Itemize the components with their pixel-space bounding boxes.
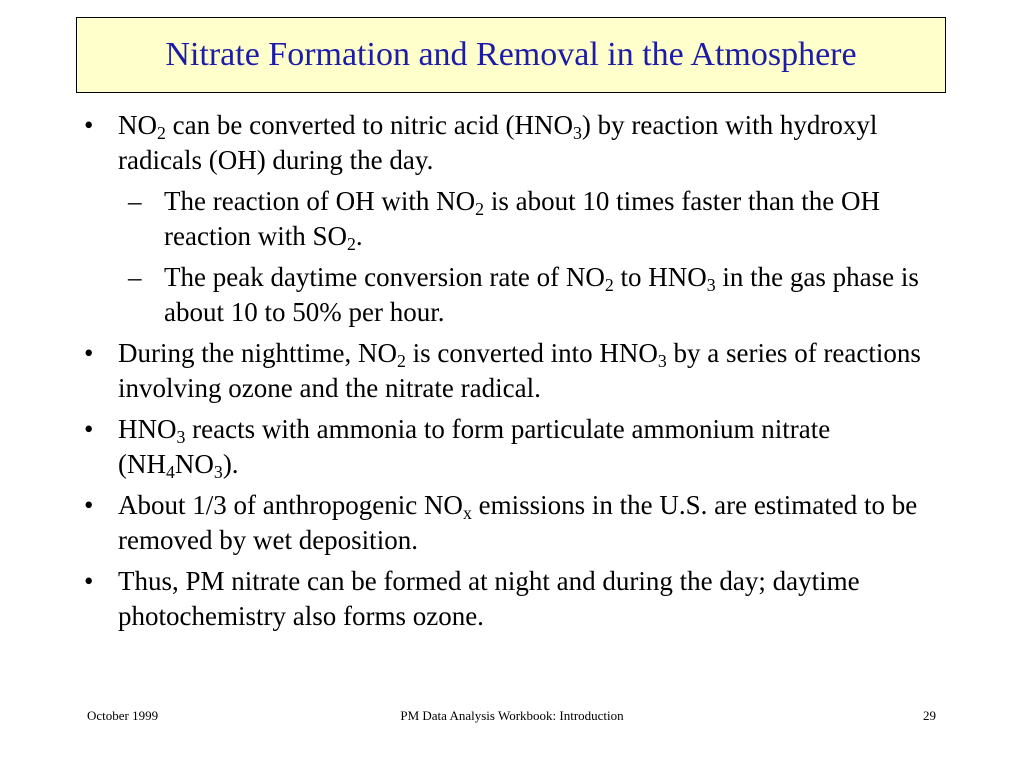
text-run: emissions in the U.S. are estimated to be removed by wet deposition. — [118, 490, 918, 555]
bullet-text — [164, 262, 919, 327]
text-run: . — [355, 221, 363, 251]
bullet-list — [80, 108, 955, 640]
subscript: 2 — [346, 233, 356, 254]
subscript: 3 — [706, 274, 716, 295]
bullet-text — [164, 186, 880, 254]
bullet-text — [118, 490, 917, 555]
subscript: x — [462, 502, 472, 523]
text-run: to HNO — [613, 262, 707, 292]
bullet-marker: • — [84, 566, 94, 596]
bullet-marker: • — [84, 490, 94, 520]
bullet-text — [118, 338, 921, 403]
bullet-item — [80, 108, 955, 178]
text-run: Thus, PM nitrate can be formed at night and during the day; daytime photochemistry also forms ozone. — [118, 566, 860, 631]
text-run: is converted into HNO — [405, 338, 658, 368]
text-run: by a series of reactions involving ozone and the nitrate radical. — [118, 338, 921, 403]
subscript: 4 — [166, 461, 175, 482]
dash-marker: – — [128, 186, 142, 216]
footer-source: PM Data Analysis Workbook: Introduction — [400, 708, 624, 723]
footer-page-number: 29 — [923, 708, 936, 723]
subscript: 2 — [475, 198, 485, 219]
subscript: 3 — [573, 122, 582, 143]
bullet-item — [80, 488, 955, 558]
bullet-text — [118, 566, 860, 631]
text-run: During the nighttime, NO — [118, 338, 397, 368]
slide-title-box — [76, 17, 946, 93]
subscript: 3 — [176, 426, 186, 447]
text-run: The reaction of OH with NO — [164, 186, 476, 216]
bullet-marker: • — [84, 414, 94, 444]
bullet-item — [80, 564, 955, 634]
dash-marker: – — [128, 262, 142, 292]
bullet-item — [80, 336, 955, 406]
bullet-marker: • — [84, 110, 94, 140]
sub-bullet-item — [80, 260, 955, 330]
subscript: 2 — [157, 122, 166, 143]
footer-date: October 1999 — [87, 708, 159, 723]
subscript: 2 — [604, 274, 614, 295]
bullet-item — [80, 412, 955, 482]
text-run: reacts with ammonia to form particulate ammonium nitrate (NH — [118, 414, 831, 479]
text-run: in the gas phase is about 10 to 50% per hour. — [164, 262, 919, 327]
bullet-text — [118, 110, 877, 175]
subscript: 3 — [657, 350, 667, 371]
text-run: About 1/3 of anthropogenic NO — [118, 490, 463, 520]
subscript: 3 — [213, 461, 223, 482]
text-run: ) by reaction with hydroxyl radicals (OH) during the day. — [118, 110, 878, 175]
bullet-marker: • — [84, 338, 94, 368]
bullet-text — [118, 414, 831, 482]
text-run: can be converted to nitric acid (HNO — [165, 110, 573, 140]
text-run: is about 10 times faster than the OH reaction with SO — [164, 186, 880, 251]
subscript: 2 — [396, 350, 406, 371]
sub-bullet-item — [80, 184, 955, 254]
text-run: NO — [118, 110, 157, 140]
text-run: ). — [222, 449, 239, 479]
text-run: NO — [174, 449, 214, 479]
text-run: The peak daytime conversion rate of NO — [164, 262, 605, 292]
text-run: HNO — [118, 414, 177, 444]
slide-title: Nitrate Formation and Removal in the Atmosphere — [165, 36, 857, 73]
